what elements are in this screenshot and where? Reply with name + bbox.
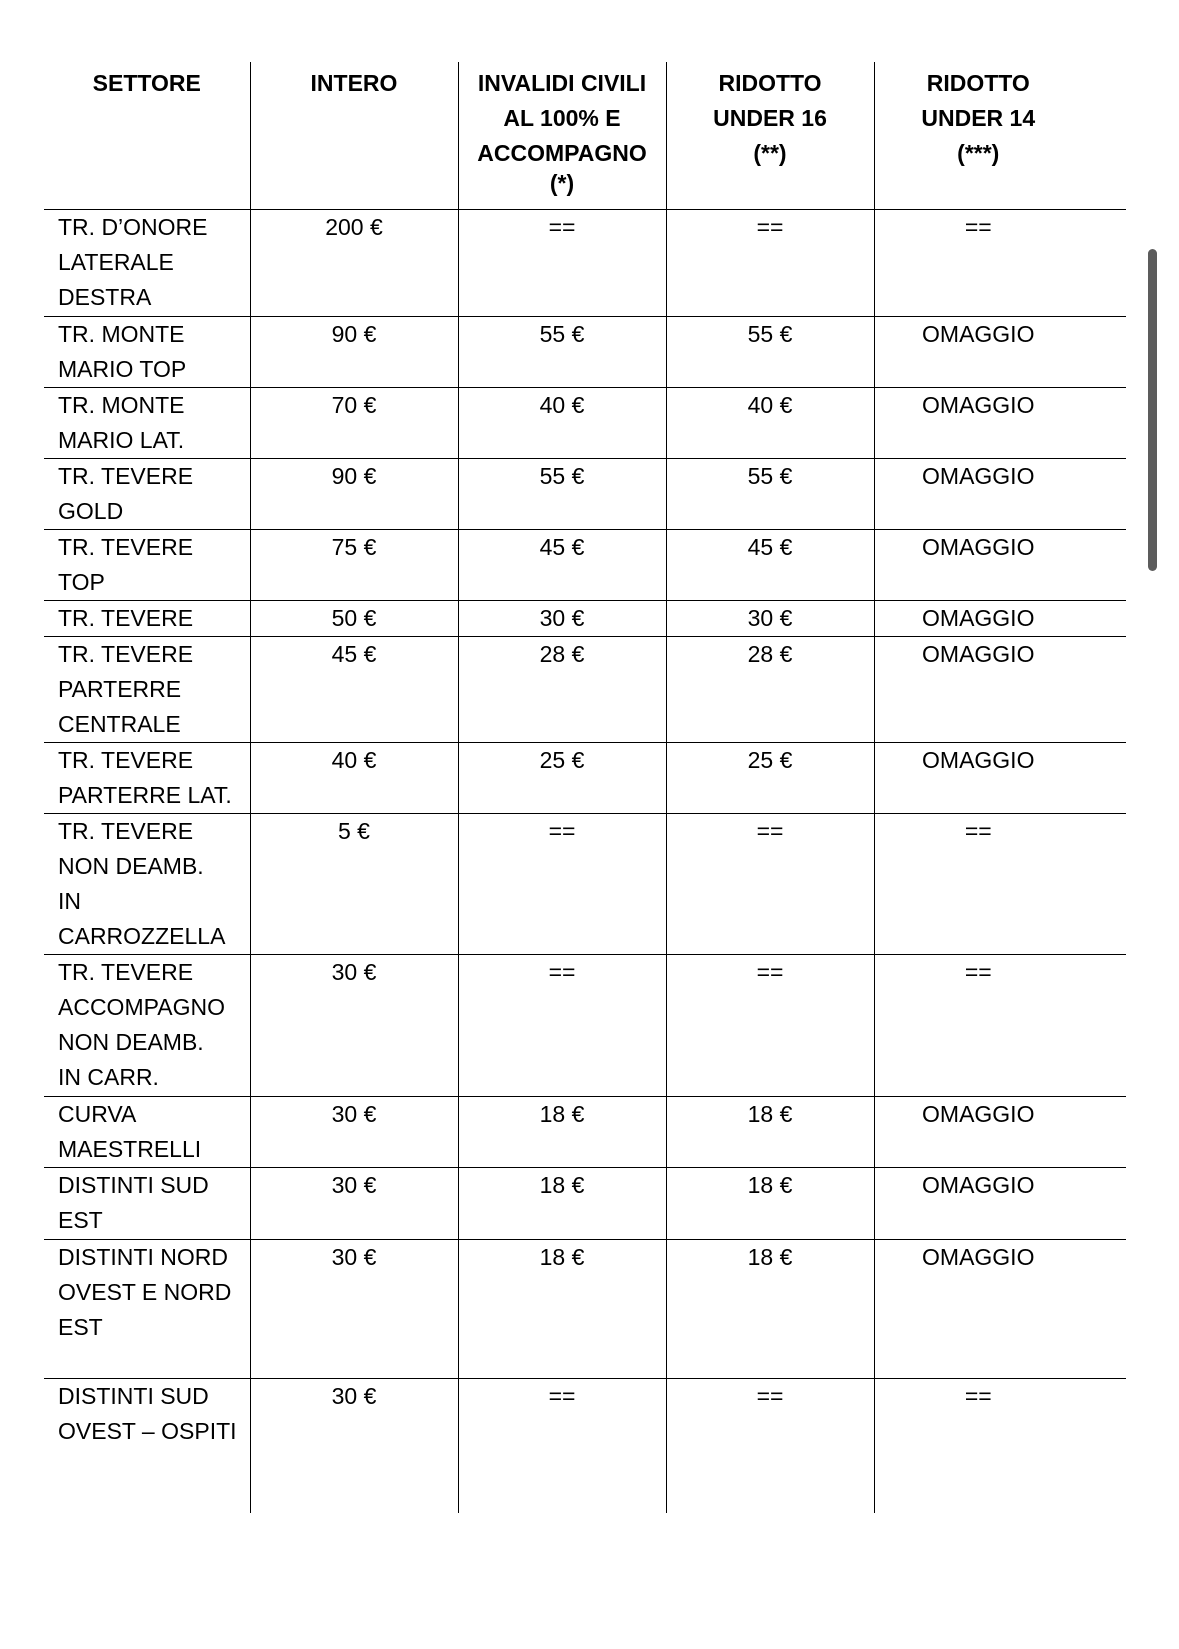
under14-cell: == (874, 210, 1126, 317)
under14-cell: OMAGGIO (874, 388, 1126, 459)
intero-cell: 30 € (250, 1168, 458, 1240)
under14-cell: == (874, 814, 1126, 955)
intero-cell: 90 € (250, 459, 458, 530)
sector-cell (44, 210, 250, 317)
sector-line: OVEST – OSPITI (58, 1418, 237, 1444)
intero-cell: 200 € (250, 210, 458, 317)
under14-cell: OMAGGIO (874, 743, 1126, 814)
under14-cell: OMAGGIO (874, 530, 1126, 601)
header-under16-line: RIDOTTO (718, 70, 822, 96)
header-under16-line: (**) (753, 140, 787, 166)
sector-line: LATERALE (58, 249, 174, 275)
header-under14-line: (***) (957, 140, 1000, 166)
under16-cell: 25 € (666, 743, 874, 814)
invalidi-cell: 25 € (458, 743, 666, 814)
table-row (44, 1168, 1126, 1240)
invalidi-cell: == (458, 210, 666, 317)
sector-line: TR. MONTE (58, 321, 185, 347)
intero-cell: 75 € (250, 530, 458, 601)
under16-cell: == (666, 955, 874, 1097)
under16-cell: == (666, 210, 874, 317)
sector-line: TR. TEVERE (58, 605, 194, 631)
intero-cell: 40 € (250, 743, 458, 814)
sector-cell (44, 459, 250, 530)
intero-cell: 30 € (250, 1240, 458, 1379)
invalidi-cell: == (458, 814, 666, 955)
sector-line: NON DEAMB. (58, 853, 204, 879)
intero-cell: 90 € (250, 317, 458, 388)
sector-line: NON DEAMB. (58, 1029, 204, 1055)
invalidi-cell: 55 € (458, 459, 666, 530)
under14-cell: OMAGGIO (874, 601, 1126, 637)
header-invalidi (458, 62, 666, 210)
sector-line: OVEST E NORD (58, 1279, 232, 1305)
invalidi-cell: 40 € (458, 388, 666, 459)
under16-cell: == (666, 814, 874, 955)
table-row (44, 1240, 1126, 1379)
sector-cell (44, 1240, 250, 1379)
under14-cell: OMAGGIO (874, 1240, 1126, 1379)
sector-line: TR. TEVERE (58, 463, 194, 489)
sector-line: MARIO LAT. (58, 427, 185, 453)
sector-line: PARTERRE (58, 676, 182, 702)
sector-cell (44, 601, 250, 637)
header-invalidi-line: INVALIDI CIVILI (477, 70, 647, 96)
header-under16-line: UNDER 16 (713, 105, 827, 131)
sector-line: EST (58, 1207, 103, 1233)
table-row (44, 388, 1126, 459)
invalidi-cell: == (458, 955, 666, 1097)
sector-line: GOLD (58, 498, 124, 524)
under16-cell: 28 € (666, 637, 874, 743)
sector-cell (44, 743, 250, 814)
intero-cell: 5 € (250, 814, 458, 955)
sector-line: PARTERRE LAT. (58, 782, 232, 808)
table-row (44, 637, 1126, 743)
table-row (44, 1379, 1126, 1513)
table-body (44, 210, 1126, 1513)
sector-line: DESTRA (58, 284, 152, 310)
sector-line: CENTRALE (58, 711, 181, 737)
under16-cell: 55 € (666, 317, 874, 388)
table-row (44, 814, 1126, 955)
intero-cell: 45 € (250, 637, 458, 743)
sector-cell (44, 955, 250, 1097)
table-row (44, 530, 1126, 601)
sector-line: TR. TEVERE (58, 641, 194, 667)
invalidi-cell: 28 € (458, 637, 666, 743)
header-invalidi-line: (*) (549, 170, 575, 196)
intero-cell: 30 € (250, 1379, 458, 1513)
table-row (44, 317, 1126, 388)
intero-cell: 50 € (250, 601, 458, 637)
header-ridotto-under14 (874, 62, 1126, 210)
sector-line: IN CARR. (58, 1064, 159, 1090)
sector-line: TR. TEVERE (58, 959, 194, 985)
sector-line: EST (58, 1314, 103, 1340)
sector-line: TOP (58, 569, 105, 595)
sector-line: TR. MONTE (58, 392, 185, 418)
sector-line: TR. D’ONORE (58, 214, 208, 240)
header-ridotto-under16 (666, 62, 874, 210)
sector-cell (44, 1168, 250, 1240)
invalidi-cell: 30 € (458, 601, 666, 637)
sector-line: DISTINTI NORD (58, 1244, 228, 1270)
intero-cell: 70 € (250, 388, 458, 459)
under16-cell: 45 € (666, 530, 874, 601)
invalidi-cell: 18 € (458, 1240, 666, 1379)
sector-line: ACCOMPAGNO (58, 994, 225, 1020)
under14-cell: == (874, 955, 1126, 1097)
invalidi-cell: 18 € (458, 1168, 666, 1240)
header-intero-line: INTERO (310, 70, 398, 96)
header-intero (250, 62, 458, 210)
under14-cell: OMAGGIO (874, 459, 1126, 530)
table-row (44, 955, 1126, 1097)
header-invalidi-line: AL 100% E (503, 105, 621, 131)
sector-cell (44, 388, 250, 459)
under16-cell: 55 € (666, 459, 874, 530)
header-settore (44, 62, 250, 210)
table-row (44, 601, 1126, 637)
sector-cell (44, 1379, 250, 1513)
under14-cell: OMAGGIO (874, 1168, 1126, 1240)
header-settore-line: SETTORE (92, 70, 201, 96)
price-table (44, 62, 1126, 1513)
sector-line: CARROZZELLA (58, 923, 226, 949)
invalidi-cell: 45 € (458, 530, 666, 601)
sector-line: DISTINTI SUD (58, 1383, 209, 1409)
sector-line: MARIO TOP (58, 356, 187, 382)
sector-line: MAESTRELLI (58, 1136, 202, 1162)
under16-cell: 18 € (666, 1097, 874, 1168)
sector-line: TR. TEVERE (58, 747, 194, 773)
header-under14-line: UNDER 14 (921, 105, 1036, 131)
under16-cell: 40 € (666, 388, 874, 459)
table-row (44, 1097, 1126, 1168)
sector-cell (44, 637, 250, 743)
invalidi-cell: == (458, 1379, 666, 1513)
invalidi-cell: 18 € (458, 1097, 666, 1168)
under14-cell: OMAGGIO (874, 1097, 1126, 1168)
under16-cell: == (666, 1379, 874, 1513)
table-row (44, 743, 1126, 814)
under14-cell: OMAGGIO (874, 637, 1126, 743)
sector-cell (44, 814, 250, 955)
header-invalidi-line: ACCOMPAGNO (477, 140, 647, 166)
scrollbar-thumb[interactable] (1148, 249, 1157, 571)
sector-line: IN (58, 888, 81, 914)
under16-cell: 18 € (666, 1240, 874, 1379)
sector-cell (44, 1097, 250, 1168)
header-row (44, 62, 1126, 210)
table-row (44, 459, 1126, 530)
under14-cell: == (874, 1379, 1126, 1513)
sector-cell (44, 530, 250, 601)
intero-cell: 30 € (250, 955, 458, 1097)
invalidi-cell: 55 € (458, 317, 666, 388)
sector-line: DISTINTI SUD (58, 1172, 209, 1198)
under16-cell: 18 € (666, 1168, 874, 1240)
table-row (44, 210, 1126, 317)
sector-line: CURVA (58, 1101, 137, 1127)
sector-line: TR. TEVERE (58, 534, 194, 560)
sector-line: TR. TEVERE (58, 818, 194, 844)
under16-cell: 30 € (666, 601, 874, 637)
under14-cell: OMAGGIO (874, 317, 1126, 388)
sector-cell (44, 317, 250, 388)
header-under14-line: RIDOTTO (926, 70, 1030, 96)
intero-cell: 30 € (250, 1097, 458, 1168)
